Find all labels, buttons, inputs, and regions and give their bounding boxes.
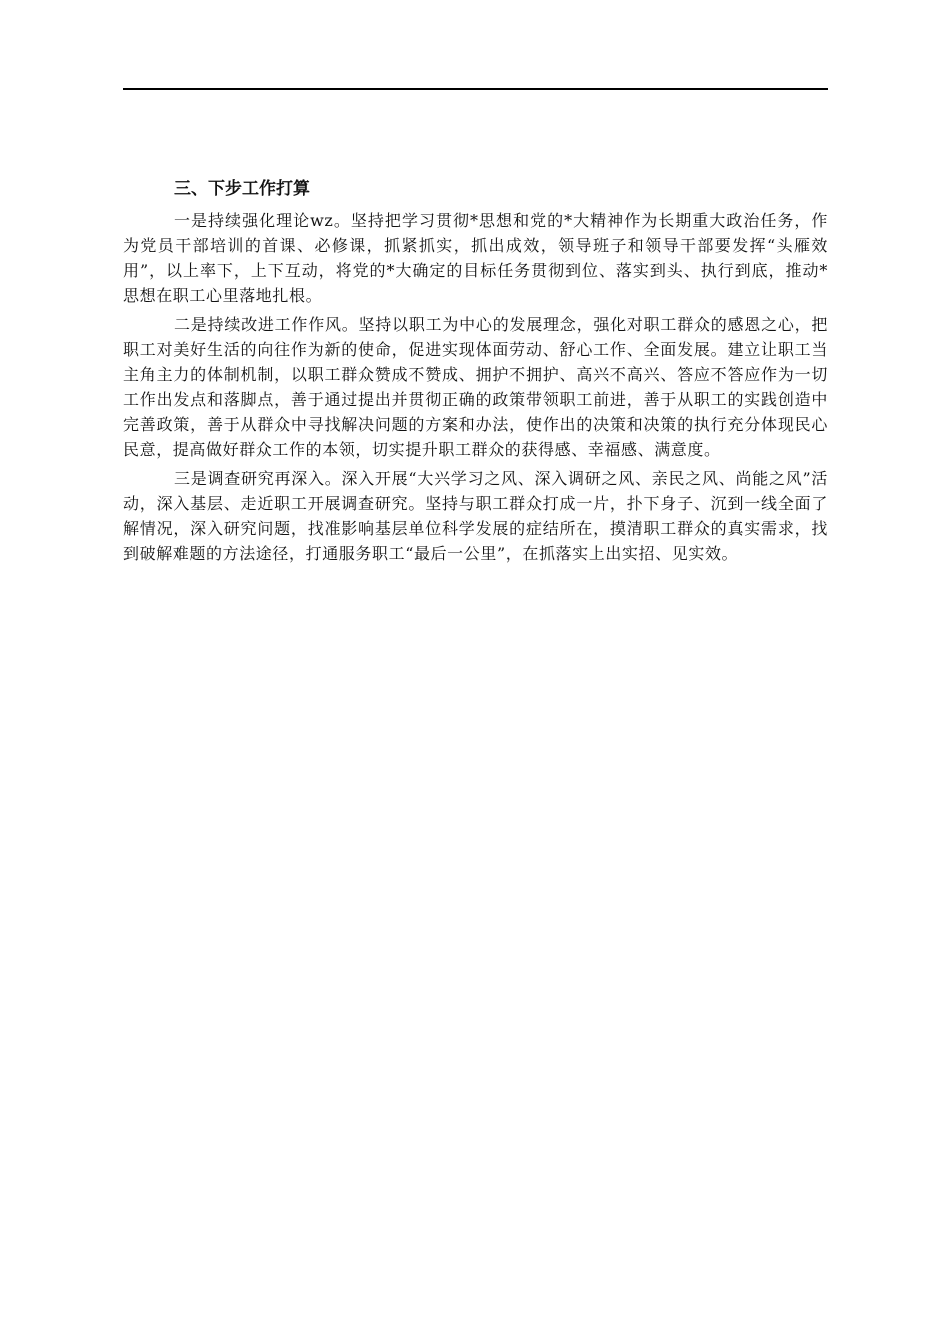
paragraph-investigation-research: 三是调查研究再深入。深入开展“大兴学习之风、深入调研之风、亲民之风、尚能之风”活动，深入基层、走近职工开展调查研究。坚持与职工群众打成一片，扑下身子、沉到一线全面了解情况，深入研究问题，找准影响基层单位科学发展的症结所在，摸清职工群众的真实需求，找到破解难题的方法途径，打通服务职工“最后一公里”，在抓落实上出实招、见实效。 bbox=[123, 469, 828, 563]
paragraph-theory-study: 一是持续强化理论wz。坚持把学习贯彻*思想和党的*大精神作为长期重大政治任务，作为党员干部培训的首课、必修课，抓紧抓实，抓出成效，领导班子和领导干部要发挥“头雁效用”，以上率下，上下互动，将党的*大确定的目标任务贯彻到位、落实到头、执行到底，推动*思想在职工心里落地扎根。 bbox=[123, 211, 828, 305]
section-heading: 三、下步工作打算 bbox=[174, 179, 310, 199]
document-body bbox=[123, 174, 828, 570]
paragraph-work-style: 二是持续改进工作作风。坚持以职工为中心的发展理念，强化对职工群众的感恩之心，把职工对美好生活的向往作为新的使命，促进实现体面劳动、舒心工作、全面发展。建立让职工当主角主力的体制机制，以职工群众赞成不赞成、拥护不拥护、高兴不高兴、答应不答应作为一切工作出发点和落脚点，善于通过提出并贯彻正确的政策带领职工前进，善于从职工的实践创造中完善政策，善于从群众中寻找解决问题的方案和办法，使作出的决策和决策的执行充分体现民心民意，提高做好群众工作的本领，切实提升职工群众的获得感、幸福感、满意度。 bbox=[123, 315, 828, 459]
header-rule bbox=[123, 88, 828, 90]
